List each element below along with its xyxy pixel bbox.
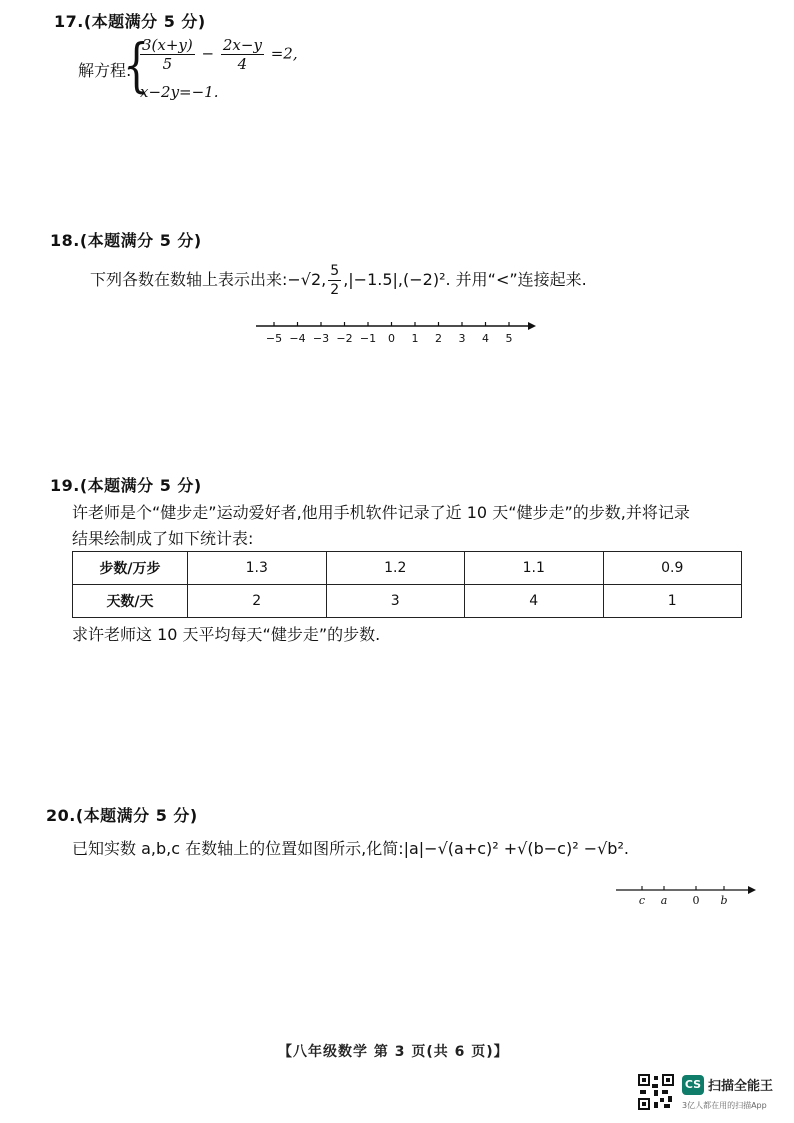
q20-heading: 20.(本题满分 5 分) [46,806,198,825]
steps-cell: 1.3 [188,552,327,585]
q20-axis-label: b [720,894,728,907]
q18-tick-label: 5 [505,332,513,345]
q20-axis-label: a [660,894,668,907]
q20-text: 已知实数 a,b,c 在数轴上的位置如图所示,化简:|a|−√(a+c)² +√(b−c)² −√b². [72,839,629,858]
q17-heading: 17.(本题满分 5 分) [54,12,206,31]
q20-axis-label: c [638,894,646,907]
scanner-watermark [636,1072,786,1116]
q17-equation-2: x−2y=−1. [140,83,219,101]
q20-axis-label: 0 [692,894,700,907]
q18-tick-label: 3 [458,332,466,345]
q18-number-line [250,316,540,350]
q17-equation-1-rhs: =2, [270,44,298,63]
scanner-title: 扫描全能王 [708,1079,774,1094]
steps-cell: 1.1 [465,552,604,585]
steps-cell: 1.2 [326,552,465,585]
table-row [73,552,742,585]
q18-tick-label: −2 [336,332,353,345]
q17-fraction-1-numerator: 3(x+y) [142,36,193,54]
table-row [73,585,742,618]
row-label-steps: 步数/万步 [73,552,188,585]
q18-tick-label: 0 [388,332,395,345]
days-cell: 4 [465,585,604,618]
q17-minus: − [201,44,215,63]
q18-heading: 18.(本题满分 5 分) [50,231,202,250]
scanner-subtitle: 3亿人都在用的扫描App [682,1101,767,1110]
q19-heading: 19.(本题满分 5 分) [50,476,202,495]
page-footer: 【八年级数学 第 3 页(共 6 页)】 [278,1044,509,1060]
q18-fraction [328,262,341,299]
steps-cell: 0.9 [603,552,742,585]
q18-axis-arrow [528,322,536,330]
q17-equation-1 [138,36,298,73]
q18-tick-label: 4 [482,332,489,345]
days-cell: 3 [326,585,465,618]
q17-fraction-2 [221,36,264,73]
q19-line-2: 结果绘制成了如下统计表: [72,529,254,548]
scanner-logo-icon: CS [682,1075,704,1095]
q20-number-line [612,882,758,912]
q17-fraction-1 [140,36,195,73]
q18-fraction-numerator: 5 [330,263,340,279]
q18-fraction-denominator: 2 [330,282,340,298]
days-cell: 1 [603,585,742,618]
q17-fraction-2-numerator: 2x−y [222,36,262,54]
q17-brace: { [123,31,150,99]
days-cell: 2 [188,585,327,618]
q17-fraction-2-denominator: 4 [237,55,248,73]
q18-tick-label: −3 [312,332,330,345]
q18-tick-label: −1 [359,332,377,345]
q18-text-after: ,|−1.5|,(−2)². 并用“<”连接起来. [343,270,587,289]
q19-table [72,551,742,618]
q19-line-1: 许老师是个“健步走”运动爱好者,他用手机软件记录了近 10 天“健步走”的步数,并将记录 [72,503,690,522]
row-label-days: 天数/天 [73,585,188,618]
q18-tick-label: 2 [435,332,442,345]
q17-fraction-1-denominator: 5 [162,55,173,73]
q18-text [90,262,587,299]
q19-question: 求许老师这 10 天平均每天“健步走”的步数. [72,625,381,644]
qr-code-icon [636,1072,676,1112]
q18-tick-label: −5 [265,332,283,345]
q20-ticks [639,886,728,907]
q18-tick-label: −4 [289,332,306,345]
q18-text-before: 下列各数在数轴上表示出来:−√2, [90,270,327,289]
q18-tick-label: 1 [411,332,419,345]
q20-axis-arrow [748,886,756,894]
q17-prompt: 解方程: [78,61,132,80]
